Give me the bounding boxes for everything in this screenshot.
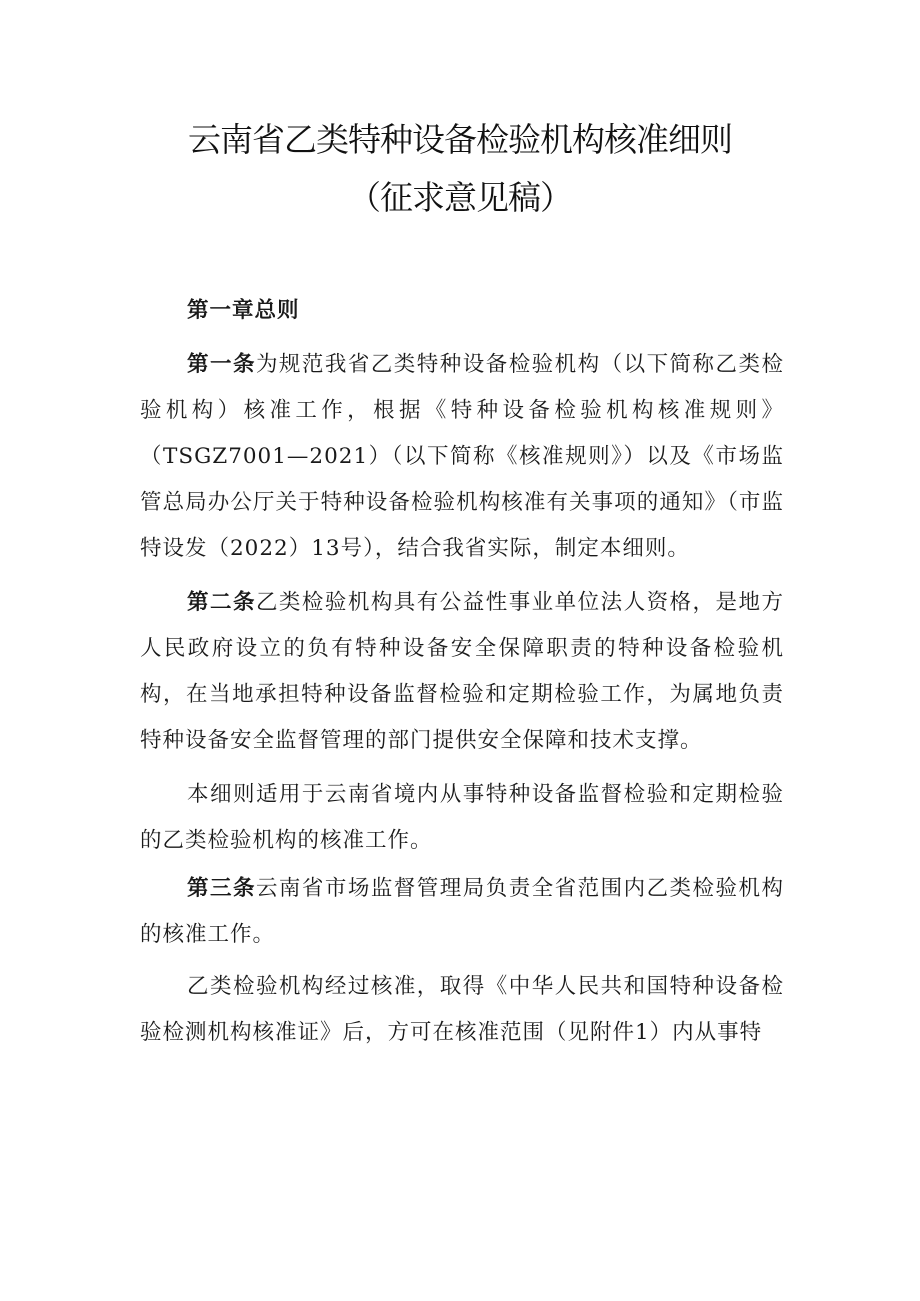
document-subtitle: （征求意见稿） — [348, 178, 572, 217]
article-2-label: 第二条 — [187, 590, 256, 615]
article-1 — [140, 342, 784, 572]
article-2 — [140, 580, 784, 764]
article-2-text: 乙类检验机构具有公益性事业单位法人资格，是地方人民政府设立的负有特种设备安全保障职责的特种设备检验机构，在当地承担特种设备监督检验和定期检验工作，为属地负责特种设备安全监督管理的部门提供安全保障和技术支撑。 — [140, 590, 784, 753]
article-3-text: 云南省市场监督管理局负责全省范围内乙类检验机构的核准工作。 — [140, 876, 784, 947]
article-3-label: 第三条 — [187, 876, 256, 901]
article-1-label: 第一条 — [187, 352, 256, 377]
paragraph-scope: 本细则适用于云南省境内从事特种设备监督检验和定期检验的乙类检验机构的核准工作。 — [140, 782, 784, 853]
chapter-heading: 第一章总则 — [187, 298, 300, 323]
article-3 — [140, 866, 784, 958]
article-1-text: 为规范我省乙类特种设备检验机构（以下简称乙类检验机构）核准工作，根据《特种设备检验机构核准规则》（TSGZ7001—2021）（以下简称《核准规则》）以及《市场监管总局办公厅关于特种设备检验机构核准有关事项的通知》（市监特设发（2022）13号），结合我省实际，制定本细则。 — [140, 352, 784, 561]
document-title: 云南省乙类特种设备检验机构核准细则 — [188, 120, 732, 159]
paragraph-certificate: 乙类检验机构经过核准，取得《中华人民共和国特种设备检验检测机构核准证》后，方可在核准范围（见附件1）内从事特 — [140, 974, 784, 1045]
